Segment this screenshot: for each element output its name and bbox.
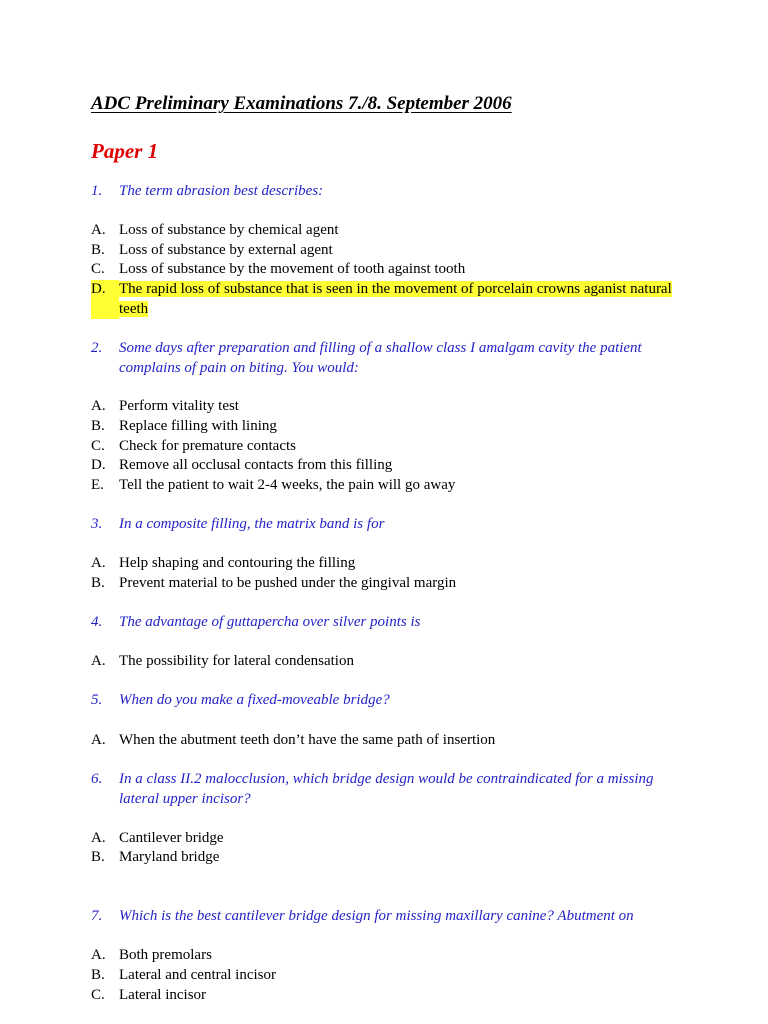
question-number: 5. — [91, 692, 103, 708]
answer-6a — [91, 829, 691, 849]
answer-2c — [91, 437, 691, 457]
answer-2b — [91, 417, 691, 437]
answer-letter: C. — [91, 261, 105, 277]
answer-letter: A. — [91, 947, 106, 963]
answer-letter: C. — [91, 438, 105, 454]
answer-6b — [91, 848, 691, 868]
answer-2d — [91, 456, 691, 476]
answer-text: Tell the patient to wait 2-4 weeks, the pain will go away — [119, 477, 456, 493]
answer-letter: A. — [91, 555, 106, 571]
answer-text: Maryland bridge — [119, 849, 220, 865]
answer-text: Loss of substance by external agent — [119, 242, 333, 258]
question-number: 4. — [91, 614, 103, 630]
question-1 — [91, 182, 691, 202]
question-4 — [91, 613, 691, 633]
answer-text: Both premolars — [119, 947, 212, 963]
question-text: The advantage of guttapercha over silver points is — [119, 614, 421, 630]
answer-4a — [91, 652, 691, 672]
question-text: The term abrasion best describes: — [119, 183, 324, 199]
answer-text: Cantilever bridge — [119, 830, 224, 846]
question-number: 2. — [91, 340, 103, 356]
document-title: ADC Preliminary Examinations 7./8. September 2006 — [91, 93, 512, 114]
answer-text: Lateral incisor — [119, 987, 207, 1003]
answer-1d-highlighted — [91, 280, 691, 319]
answer-7c — [91, 986, 691, 1006]
answer-1a — [91, 221, 691, 241]
answer-1b — [91, 241, 691, 261]
question-7 — [91, 907, 691, 927]
answer-2e — [91, 476, 691, 496]
answer-letter: E. — [91, 477, 104, 493]
answer-letter: B. — [91, 967, 105, 983]
answer-letter: A. — [91, 222, 106, 238]
answer-7a — [91, 946, 691, 966]
answer-letter: A. — [91, 830, 106, 846]
paper-title: Paper 1 — [91, 139, 159, 163]
answer-text — [119, 280, 679, 319]
answer-letter: B. — [91, 575, 105, 591]
answer-text: Loss of substance by the movement of tooth against tooth — [119, 261, 466, 277]
question-5 — [91, 691, 691, 711]
answer-1c — [91, 260, 691, 280]
answer-letter: B. — [91, 418, 105, 434]
question-text: When do you make a fixed-moveable bridge? — [119, 692, 390, 708]
answer-3a — [91, 554, 691, 574]
answer-text: When the abutment teeth don’t have the same path of insertion — [119, 732, 496, 748]
answer-7b — [91, 966, 691, 986]
question-text: Which is the best cantilever bridge design for missing maxillary canine? Abutment on — [119, 908, 634, 924]
question-text: In a class II.2 malocclusion, which bridge design would be contraindicated for a missing lateral upper incisor? — [119, 771, 654, 807]
question-3 — [91, 515, 691, 535]
answer-letter: A. — [91, 653, 106, 669]
answer-letter: D. — [91, 280, 119, 319]
answer-letter: A. — [91, 398, 106, 414]
question-text: In a composite filling, the matrix band is for — [119, 516, 385, 532]
answer-5a — [91, 731, 691, 751]
answer-3b — [91, 574, 691, 594]
answer-text: Check for premature contacts — [119, 438, 297, 454]
answer-2a — [91, 397, 691, 417]
question-number: 7. — [91, 908, 103, 924]
answer-letter: D. — [91, 457, 106, 473]
answer-text: Loss of substance by chemical agent — [119, 222, 339, 238]
question-number: 1. — [91, 183, 103, 199]
answer-text: Help shaping and contouring the filling — [119, 555, 356, 571]
question-number: 6. — [91, 771, 103, 787]
question-2 — [91, 339, 691, 378]
answer-letter: B. — [91, 242, 105, 258]
highlighted-answer-text: The rapid loss of substance that is seen in the movement of porcelain crowns aganist natural teeth — [119, 281, 672, 317]
answer-text: Lateral and central incisor — [119, 967, 277, 983]
answer-text: Replace filling with lining — [119, 418, 277, 434]
question-text: Some days after preparation and filling of a shallow class I amalgam cavity the patient complains of pain on biting. You would: — [119, 340, 642, 376]
question-6 — [91, 770, 691, 809]
answer-letter: A. — [91, 732, 106, 748]
answer-text: Prevent material to be pushed under the gingival margin — [119, 575, 457, 591]
answer-text: The possibility for lateral condensation — [119, 653, 354, 669]
question-number: 3. — [91, 516, 103, 532]
answer-text: Remove all occlusal contacts from this filling — [119, 457, 393, 473]
answer-letter: B. — [91, 849, 105, 865]
answer-text: Perform vitality test — [119, 398, 239, 414]
answer-letter: C. — [91, 987, 105, 1003]
